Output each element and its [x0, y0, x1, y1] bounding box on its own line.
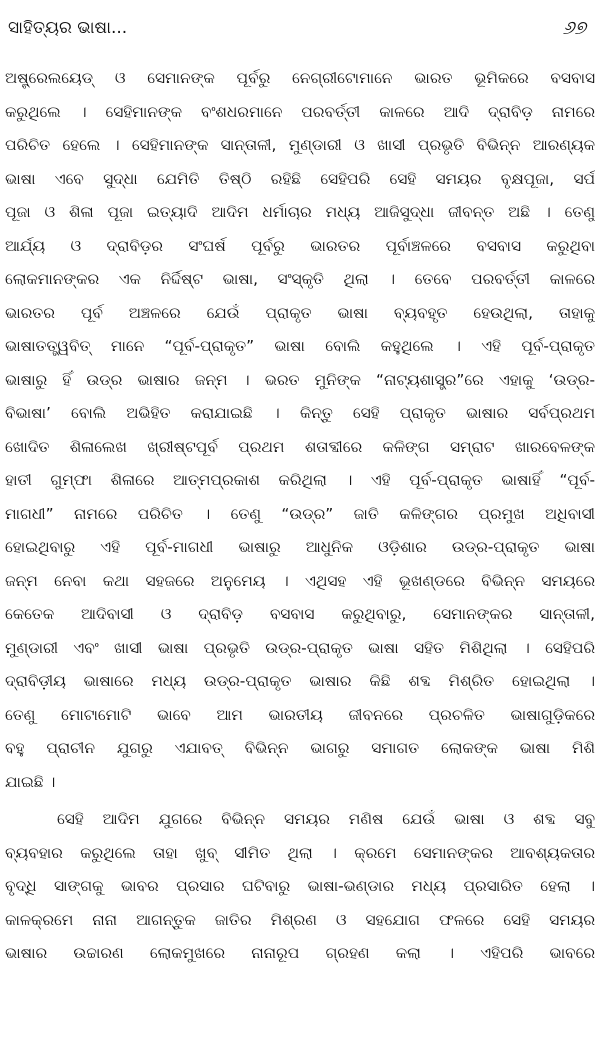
text-line: ଭାରତର ପୂର୍ବ ଅଞ୍ଚଳରେ ଯେଉଁ ପ୍ରାକୃତ ଭାଷା ବ୍ୟବହୃତ ହେଉଥିଲା, ତାହାକୁ: [5, 303, 595, 322]
text-line-last: ଯାଇଛି ।: [5, 772, 56, 791]
running-head: ସାହିତ୍ୟର ଭାଷା...: [8, 18, 128, 38]
text-line: ମୁଣ୍ଡାରୀ ଏବଂ ଖାସୀ ଭାଷା ପ୍ରଭୃତି ଉଡ୍ର-ପ୍ରାକୃତ ଭାଷା ସହିତ ମିଶିଥିଲା । ସେହିପରି: [5, 638, 595, 657]
text-line: କାଳକ୍ରମେ ନାନା ଆଗନ୍ତୁକ ଜାତିର ମିଶ୍ରଣ ଓ ସହଯୋଗ ଫଳରେ ସେହି ସମୟର: [5, 910, 595, 929]
text-line: ଦ୍ରାବିଡ଼ୀୟ ଭାଷାରେ ମଧ୍ୟ ଉଡ୍ର-ପ୍ରାକୃତ ଭାଷାର କିଛି ଶବ୍ଦ ମିଶ୍ରିତ ହୋଇଥିଲା ।: [5, 672, 595, 690]
text-line: ପରିଚିତ ହେଲେ । ସେହିମାନଙ୍କ ସାନ୍ତାଳୀ, ମୁଣ୍ଡାରୀ ଓ ଖାସୀ ପ୍ରଭୃତି ବିଭିନ୍ନ ଆରଣ୍ୟକ: [5, 136, 595, 154]
text-line: କେତେକ ଆଦିବାସୀ ଓ ଦ୍ରାବିଡ଼ ବସବାସ କରୁଥିବାରୁ, ସେମାନଙ୍କର ସାନ୍ତାଳୀ,: [5, 605, 595, 623]
text-line: ଅଷ୍ଟ୍ରେଲୟେଡ୍ ଓ ସେମାନଙ୍କ ପୂର୍ବରୁ ନେଗ୍ରୀଟୋମାନେ ଭାରତ ଭୂମିକରେ ବସବାସ: [5, 69, 595, 87]
text-line: ତେଣୁ ମୋଟାମୋଟି ଭାବେ ଆମ ଭାରତୀୟ ଜୀବନରେ ପ୍ରଚଳିତ ଭାଷାଗୁଡ଼ିକରେ: [5, 705, 595, 724]
text-line: ଜନ୍ମ ନେବା କଥା ସହଜରେ ଅନୁମେୟ । ଏଥିସହ ଏହି ଭୂଖଣ୍ଡରେ ବିଭିନ୍ନ ସମୟରେ: [5, 571, 595, 590]
text-line: ହୋଇଥିବାରୁ ଏହି ପୂର୍ବ-ମାଗଧୀ ଭାଷାରୁ ଆଧୁନିକ ଓଡ଼ିଶାର ଉଡ୍ର-ପ୍ରାକୃତ ଭାଷା: [5, 538, 595, 556]
text-line: ଭାଷା ଏବେ ସୁଦ୍ଧା ଯେମିତି ତିଷ୍ଠି ରହିଛି ସେହିପରି ସେହି ସମୟର ବୃକ୍ଷପୂଜା, ସର୍ପ: [5, 169, 595, 188]
text-line: ପୂଜା ଓ ଶିଳା ପୂଜା ଇତ୍ୟାଦି ଆଦିମ ଧର୍ମାଚାର ମଧ୍ୟ ଆଜିସୁଦ୍ଧା ଜୀବନ୍ତ ଅଛି । ତେଣୁ: [5, 203, 595, 221]
paragraph-1: [5, 62, 595, 799]
text-line: ହାତୀ ଗୁମ୍ଫା ଶିଳାରେ ଆତ୍ମପ୍ରକାଶ କରିଥିଲା । ଏହି ପୂର୍ବ-ପ୍ରାକୃତ ଭାଷାହିଁ “ପୂର୍ବ-: [5, 471, 595, 489]
text-line: ବିଭାଷା’ ବୋଲି ଅଭିହିତ କରାଯାଇଛି । କିନ୍ତୁ ସେହି ପ୍ରାକୃତ ଭାଷାର ସର୍ବପ୍ରଥମ: [5, 404, 595, 422]
text-line: ବ୍ୟବହାର କରୁଥିଲେ ତାହା ଖୁବ୍ ସୀମିତ ଥିଲା । କ୍ରମେ ସେମାନଙ୍କର ଆବଶ୍ୟକତାର: [5, 843, 595, 862]
page-number: ୬୭: [562, 17, 586, 39]
text-line: ମାଗଧୀ” ନାମରେ ପରିଚିତ । ତେଣୁ “ଉଡ୍ର” ଜାତି କଳିଙ୍ଗର ପ୍ରମୁଖ ଅଧିବାସୀ: [5, 504, 595, 523]
text-line: କରୁଥିଲେ । ସେହିମାନଙ୍କ ବଂଶଧରମାନେ ପରବର୍ତ୍ତୀ କାଳରେ ଆଦି ଦ୍ରାବିଡ଼ ନାମରେ: [5, 102, 595, 121]
paragraph-2: [5, 803, 595, 971]
text-line: ଲୋକମାନଙ୍କର ଏକ ନିର୍ଦ୍ଦିଷ୍ଟ ଭାଷା, ସଂସ୍କୃତି ଥିଲା । ତେବେ ପରବର୍ତ୍ତୀ କାଳରେ: [5, 270, 595, 288]
text-line-indented: ସେହି ଆଦିମ ଯୁଗରେ ବିଭିନ୍ନ ସମୟର ମଣିଷ ଯେଉଁ ଭାଷା ଓ ଶବ୍ଦ ସବୁ: [57, 810, 595, 828]
text-line: ଭାଷାର ଉଚ୍ଚାରଣ ଲୋକମୁଖରେ ନାନାରୂପ ଗ୍ରହଣ କଲା । ଏହିପରି ଭାବରେ: [5, 944, 595, 962]
text-line: ଭାଷାତତ୍ତ୍ୱବିତ୍ ମାନେ “ପୂର୍ବ-ପ୍ରାକୃତ” ଭାଷା ବୋଲି କହୁଥିଲେ । ଏହି ପୂର୍ବ-ପ୍ରାକୃତ: [5, 337, 595, 355]
body-text: [5, 62, 595, 971]
text-line: ଖୋଦିତ ଶିଳାଲେଖ ଖ୍ରୀଷ୍ଟପୂର୍ବ ପ୍ରଥମ ଶତାବ୍ଦୀରେ କଳିଙ୍ଗ ସମ୍ରାଟ ଖାରବେଳଙ୍କ: [5, 437, 595, 456]
page-header: [0, 12, 600, 44]
text-line: ବୃଦ୍ଧି ସାଙ୍ଗକୁ ଭାବର ପ୍ରସାର ଘଟିବାରୁ ଭାଷା-ଭଣ୍ଡାର ମଧ୍ୟ ପ୍ରସାରିତ ହେଲା ।: [5, 877, 595, 895]
text-line: ଭାଷାରୁ ହିଁ ଉଡ୍ର ଭାଷାର ଜନ୍ମ । ଭରତ ମୁନିଙ୍କ “ନାଟ୍ୟଶାସ୍ତ୍ର”ରେ ଏହାକୁ ‘ଉଡ୍ର-: [5, 370, 595, 389]
text-line: ବହୁ ପ୍ରାଚୀନ ଯୁଗରୁ ଏଯାବତ୍ ବିଭିନ୍ନ ଭାଗରୁ ସମାଗତ ଲୋକଙ୍କ ଭାଷା ମିଶି: [5, 739, 595, 757]
text-line: ଆର୍ଯ୍ୟ ଓ ଦ୍ରାବିଡ଼ର ସଂଘର୍ଷ ପୂର୍ବରୁ ଭାରତର ପୂର୍ବାଞ୍ଚଳରେ ବସବାସ କରୁଥିବା: [5, 236, 595, 255]
